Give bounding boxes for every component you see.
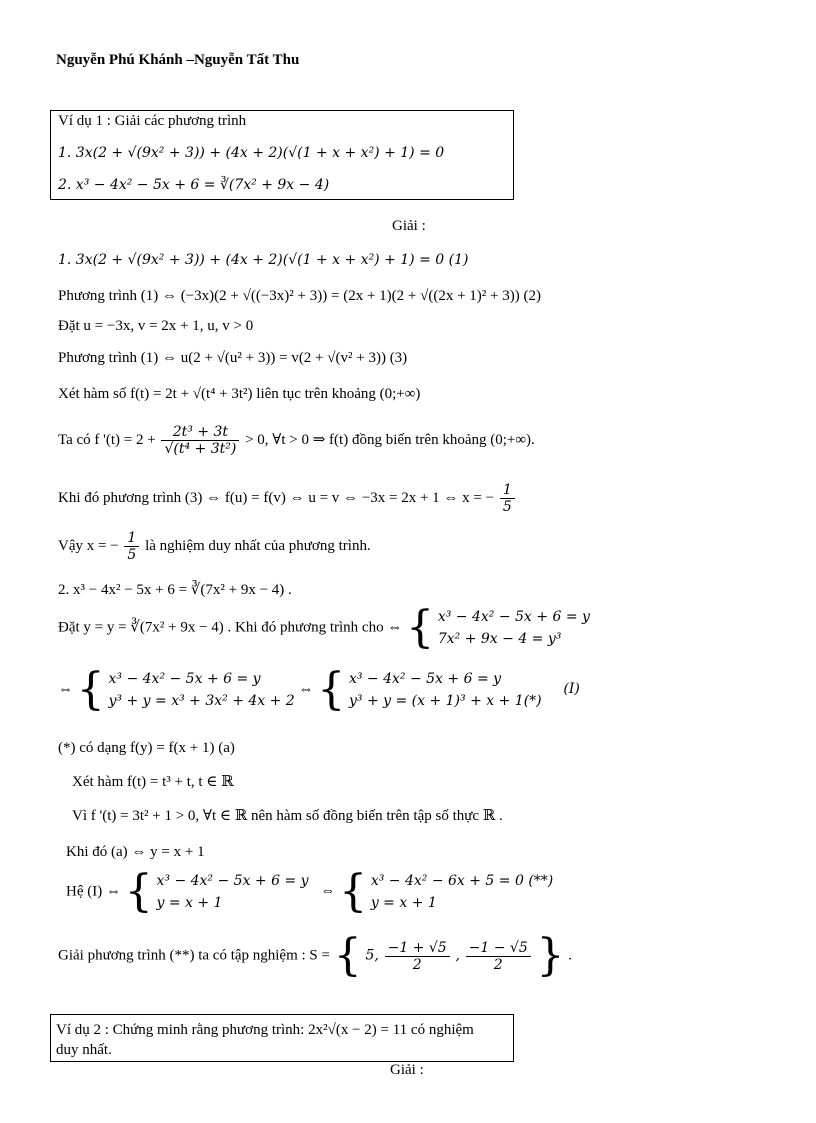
derivative-fraction — [161, 424, 239, 457]
left-brace: { — [333, 930, 362, 981]
conclusion-prefix: Vậy x = − — [58, 537, 119, 554]
fraction-denominator: 5 — [127, 547, 137, 563]
equivalence-chain: Khi đó phương trình (3) ⇔ f(u) = f(v) ⇔ u = v ⇔ −3x = 2x + 1 ⇔ x = − — [58, 489, 495, 506]
fraction-one-fifth — [500, 482, 515, 515]
solution-line-6 — [58, 424, 535, 457]
derivative-denominator: √(t⁴ + 3t²) — [164, 441, 237, 457]
solution-fraction-1 — [385, 940, 450, 973]
solution-line-15: Khi đó (a) ⇔ y = x + 1 — [66, 844, 205, 860]
substitution-text: Đặt y = y = ∛(7x² + 9x − 4) . Khi đó phương trình cho ⇔ — [58, 619, 403, 636]
solution-line-5: Xét hàm số f(t) = 2t + √(t⁴ + 3t²) liên tục trên khoảng (0;+∞) — [58, 386, 421, 402]
solution-value: 5, — [365, 947, 379, 964]
author-header: Nguyễn Phú Khánh –Nguyễn Tất Thu — [56, 52, 300, 68]
system-row: x³ − 4x² − 5x + 6 = y — [437, 609, 590, 625]
fraction-numerator: 1 — [500, 482, 515, 499]
system-row: y = x + 1 — [370, 895, 437, 911]
solution-line-17: Giải phương trình (**) ta có tập nghiệm : S = { 5, $\frac{-1 + √5}{2}$ , $\frac{-1 - √5}{2}$ } . — [58, 930, 573, 981]
left-brace: { — [406, 602, 435, 653]
system-row: y³ + y = x³ + 3x² + 4x + 2 — [108, 693, 295, 709]
solution-line-10 — [58, 602, 590, 653]
fraction-one-fifth — [124, 530, 139, 563]
system-row: 7x² + 9x − 4 = y³ — [437, 631, 562, 647]
solution-line-1: 1. 3x(2 + √(9x² + 3)) + (4x + 2)(√(1 + x + x²) + 1) = 0 (1) — [58, 252, 469, 268]
left-brace: { — [124, 866, 153, 917]
solution-line-2: Phương trình (1) ⇔ (−3x)(2 + √((−3x)² + 3)) = (2x + 1)(2 + √((2x + 1)² + 3)) (2) — [58, 288, 541, 304]
derivative-lhs: Ta có f '(t) = 2 + — [58, 431, 156, 448]
left-brace: { — [339, 866, 368, 917]
fraction-denominator: 5 — [502, 499, 512, 515]
system-row: x³ − 4x² − 5x + 6 = y — [348, 671, 502, 687]
solution-line-13: Xét hàm f(t) = t³ + t, t ∈ ℝ — [72, 774, 234, 790]
solution-line-8 — [58, 530, 371, 563]
derivative-numerator: 2t³ + 3t — [161, 424, 239, 441]
fraction-denominator: 2 — [412, 956, 422, 973]
system-5 — [371, 870, 553, 914]
system-1 — [438, 606, 590, 650]
fraction-numerator: −1 + √5 — [385, 940, 450, 957]
system-2 — [109, 668, 295, 712]
conclusion-text: là nghiệm duy nhất của phương trình. — [145, 537, 371, 554]
fraction-numerator: −1 − √5 — [466, 940, 531, 957]
example-2-solution-heading: Giải : — [390, 1062, 424, 1078]
system-row: x³ − 4x² − 6x + 5 = 0 (**) — [370, 873, 554, 889]
example-1-title: Ví dụ 1 : Giải các phương trình — [58, 113, 247, 129]
solution-line-11 — [58, 664, 580, 715]
equiv-symbol: ⇔ — [298, 681, 314, 698]
left-brace: { — [317, 664, 346, 715]
derivative-rhs: > 0, ∀t > 0 ⇒ f(t) đồng biến trên khoảng (0;+∞). — [245, 431, 535, 448]
solution-line-3: Đặt u = −3x, v = 2x + 1, u, v > 0 — [58, 318, 254, 334]
right-brace: } — [536, 930, 565, 981]
solution-line-14: Vì f '(t) = 3t² + 1 > 0, ∀t ∈ ℝ nên hàm số đồng biến trên tập số thực ℝ . — [72, 808, 503, 824]
period: . — [568, 947, 573, 964]
solution-line-16 — [66, 866, 554, 917]
system-row: y³ + y = (x + 1)³ + x + 1(*) — [348, 693, 542, 709]
solution-line-9: 2. x³ − 4x² − 5x + 6 = ∛(7x² + 9x − 4) . — [58, 582, 292, 598]
solution-line-7 — [58, 482, 517, 515]
equiv-symbol: ⇔ — [58, 681, 73, 698]
system-i-label: Hệ (I) ⇔ — [66, 883, 121, 900]
example-1-equation-1: 1. 3x(2 + √(9x² + 3)) + (4x + 2)(√(1 + x + x²) + 1) = 0 — [58, 145, 445, 161]
system-row: y = x + 1 — [156, 895, 223, 911]
example-2-text-2: duy nhất. — [56, 1042, 112, 1058]
example-2-text-1: Ví dụ 2 : Chứng minh rằng phương trình: 2x²√(x − 2) = 11 có nghiệm — [56, 1022, 474, 1038]
solution-heading: Giải : — [392, 218, 426, 234]
system-3 — [349, 668, 542, 712]
solution-set-label: Giải phương trình (**) ta có tập nghiệm : S = — [58, 947, 330, 964]
fraction-denominator: 2 — [493, 956, 503, 973]
equiv-symbol: ⇔ — [320, 883, 336, 900]
fraction-numerator: 1 — [124, 530, 139, 547]
system-row: x³ − 4x² − 5x + 6 = y — [156, 873, 309, 889]
solution-line-4: Phương trình (1) ⇔ u(2 + √(u² + 3)) = v(2 + √(v² + 3)) (3) — [58, 350, 408, 366]
system-row: x³ − 4x² − 5x + 6 = y — [108, 671, 261, 687]
system-4 — [156, 870, 308, 914]
left-brace: { — [76, 664, 105, 715]
solution-line-12: (*) có dạng f(y) = f(x + 1) (a) — [58, 740, 235, 756]
system-label: (I) — [563, 681, 580, 698]
example-1-equation-2: 2. x³ − 4x² − 5x + 6 = ∛(7x² + 9x − 4) — [58, 177, 330, 193]
solution-fraction-2 — [466, 940, 531, 973]
